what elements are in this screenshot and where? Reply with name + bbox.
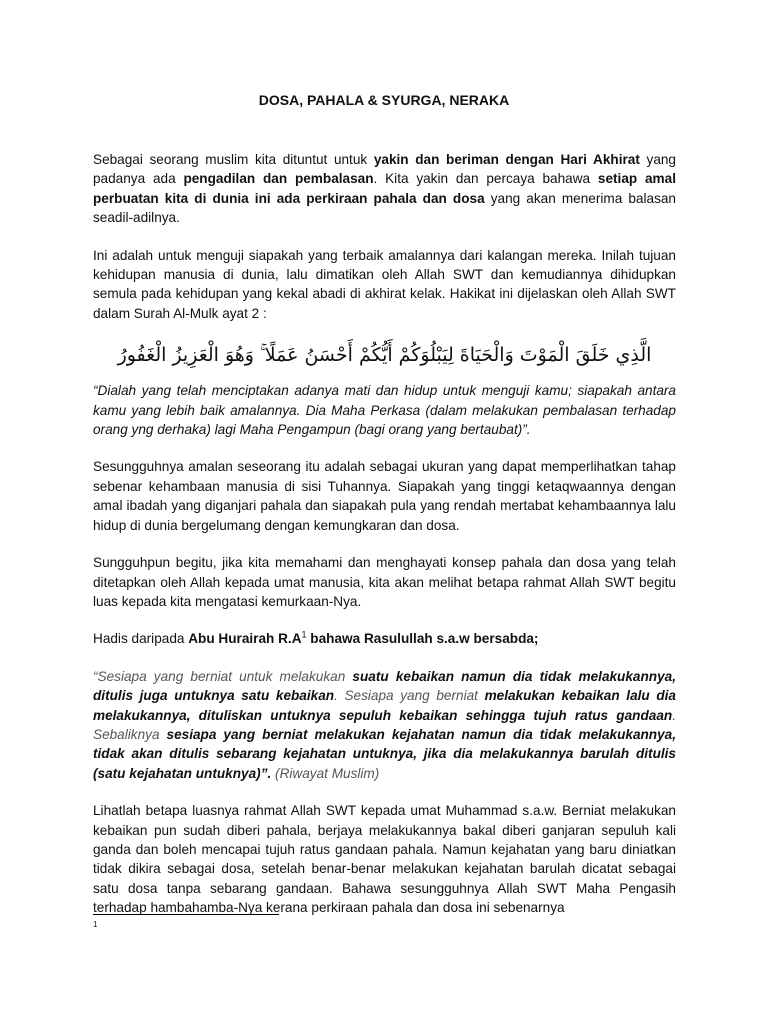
bold-quote: suatu kebaikan namun dia tidak melakukannya, ditulis juga untuknya satu kebaikan [93,668,676,704]
arabic-verse: الَّذِي خَلَقَ الْمَوْتَ وَالْحَيَاةَ لِيَبْلُوَكُمْ أَيُّكُمْ أَحْسَنُ عَمَلًا ۚ وَهُوَ الْعَزِيزُ الْغَفُورُ [117,344,652,367]
hadith-source: (Riwayat Muslim) [271,765,380,781]
bold-quote: melakukan kebaikan lalu dia melakukannya, dituliskan untuknya sepuluh kebaikan sehingga tujuh ratus gandaan [93,688,676,723]
bold-text: pengadilan dan pembalasan [183,171,374,187]
text-run: yang akan menerima balasan seadil-adilnya. [93,190,676,226]
footnote-ref[interactable]: 1 [301,629,307,640]
narrator-name: Abu Hurairah R.A [188,631,302,647]
paragraph-mercy: Sungguhpun begitu, jika kita memahami dan menghayati konsep pahala dan dosa yang telah ditetapkan oleh Allah kepada umat manusia, kita akan melihat betapa rahmat Allah SWT begitu luas kepada kita mengatasi kemurkaan-Nya. [93,555,676,609]
quote-run: . Sesiapa yang berniat [334,688,485,704]
paragraph-deeds: Sesungguhnya amalan seseorang itu adalah sebagai ukuran yang dapat memperlihatkan tahap sebenar kehambaan manusia di sisi Tuhannya. Siapakah yang tinggi ketaqwaannya dengan amal ibadah yang diganjari pahala dan siapakah pula yang rendah mertabat kehambaannya lalu hidup di dunia bergelumang dengan kemungkaran dan dosa. [93,459,676,533]
page-title: DOSA, PAHALA & SYURGA, NERAKA [258,92,510,108]
document-body [93,150,676,936]
text-run: Hadis daripada [93,631,189,647]
bold-quote: sesiapa yang berniat melakukan kejahatan namun dia tidak melakukannya, tidak akan ditulis sebarang kejahatan untuknya, jika dia melakukannya barulah ditulis (satu kejahatan untuknya)”. [93,726,677,781]
paragraph-purpose: Ini adalah untuk menguji siapakah yang terbaik amalannya dari kalangan mereka. Inilah tujuan kehidupan manusia di dunia, lalu dimatikan oleh Allah SWT dan kemudiannya dihidupkan semula pada kehidupan yang kekal abadi di akhirat kelak. Hakikat ini dijelaskan oleh Allah SWT dalam Surah Al-Mulk ayat 2 : [93,247,676,321]
text-run: yang padanya ada [93,152,676,187]
footnote-divider [93,914,279,915]
hadith-quote [93,667,676,783]
footnote-number: 1 [93,920,98,929]
paragraph-hadith-intro [93,629,676,648]
paragraph-intro [93,150,676,228]
bold-text: yakin dan beriman dengan Hari Akhirat [373,152,640,167]
text-run: . Kita yakin dan percaya bahawa [373,171,598,187]
quote-run: “Sesiapa yang berniat untuk melakukan [93,668,353,684]
paragraph-conclusion: Lihatlah betapa luasnya rahmat Allah SWT kepada umat Muhammad s.a.w. Berniat melakukan kebaikan pun sudah diberi pahala, berjaya melakukannya bakal diberi ganjaran sepuluh kali ganda dan boleh mencapai tujuh ratus gandaan pahala. Namun kejahatan yang baru diniatkan tidak dikira sebagai dosa, setelah benar-benar melakukan kejahatan barulah dicatat sebagai satu dosa tanpa sebarang gandaan. Bahawa sesungguhnya Allah SWT Maha Pengasih terhadap hambahamba-Nya kerana perkiraan pahala dan dosa ini sebenarnya [93,803,676,916]
bold-text: setiap amal perbuatan kita di dunia ini ada perkiraan pahala dan dosa [93,171,676,206]
quote-run: . Sebaliknya [93,707,676,742]
bold-text: bahawa Rasulullah s.a.w bersabda; [306,631,539,647]
verse-translation: “Dialah yang telah menciptakan adanya mati dan hidup untuk menguji kamu; siapakah antara kamu yang lebih baik amalannya. Dia Maha Perkasa (dalam melakukan pembalasan terhadap orang yng derhaka) lagi Maha Pengampun (bagi orang yang bertaubat)”. [93,383,676,438]
text-run: Sebagai seorang muslim kita dituntut untuk [93,152,374,167]
